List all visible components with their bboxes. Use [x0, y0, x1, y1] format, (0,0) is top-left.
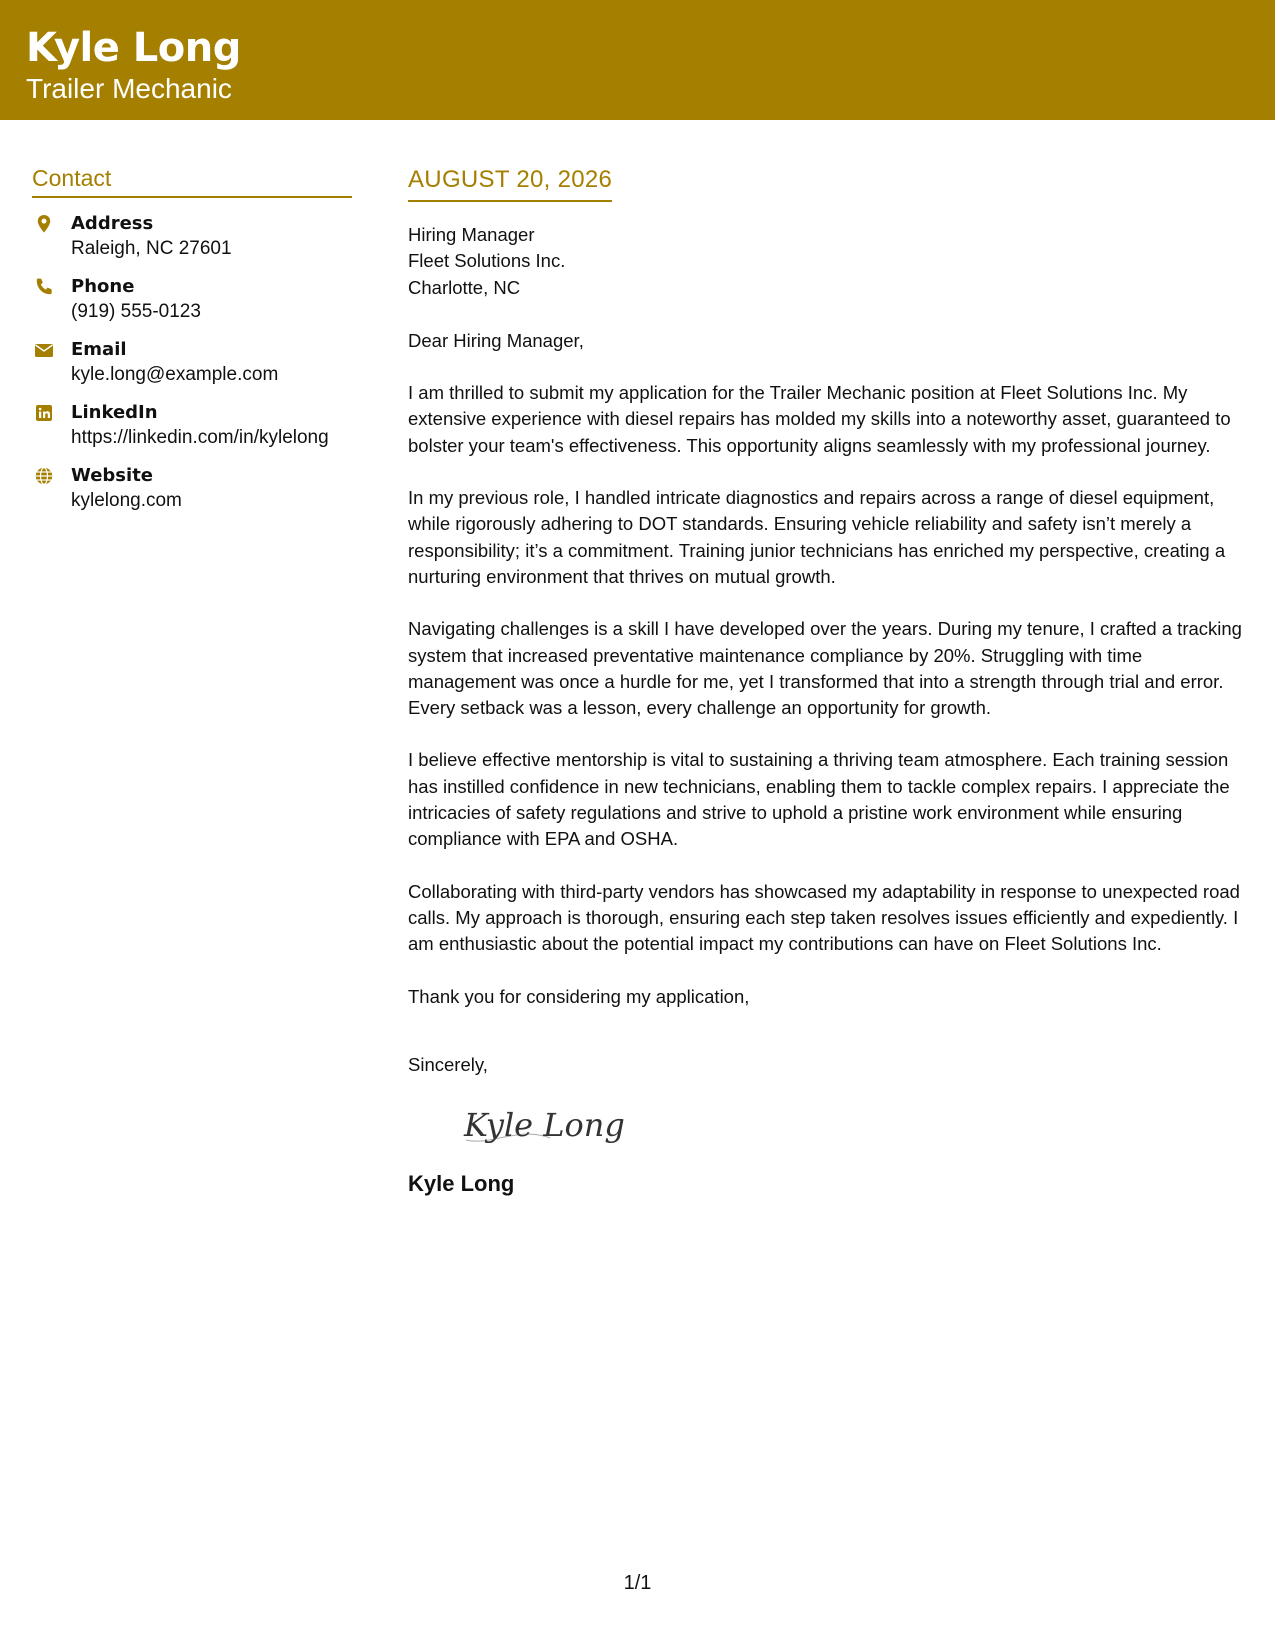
letter-date: AUGUST 20, 2026 — [408, 165, 612, 202]
map-pin-icon — [34, 214, 54, 234]
address-value: Raleigh, NC 27601 — [71, 238, 232, 259]
header-banner — [0, 0, 1275, 120]
recipient-line: Charlotte, NC — [408, 276, 521, 298]
contact-label: LinkedIn — [71, 402, 158, 423]
body-paragraph: Collaborating with third-party vendors has showcased my adaptability in response to unexpected road calls. My approach is thorough, ensuring each step taken resolves issues efficiently and expediently. I am enthusiastic about the potential impact my contributions can have on Fleet Solutions Inc. — [408, 880, 1240, 955]
phone-value: (919) 555-0123 — [71, 301, 201, 322]
signature-text: Kyle Long — [464, 1106, 625, 1145]
contact-label: Website — [71, 465, 154, 486]
body-paragraph: I believe effective mentorship is vital to sustaining a thriving team atmosphere. Each training session has instilled confidence in new technicians, enabling them to tackle complex repairs. I appreciate the intricacies of safety regulations and strive to uphold a pristine work environment while ensuring compliance with EPA and OSHA. — [408, 749, 1230, 850]
candidate-name: Kyle Long — [26, 25, 241, 71]
contact-sidebar — [32, 164, 352, 527]
contact-item-website — [32, 464, 352, 527]
contact-label: Address — [71, 213, 154, 234]
contact-label: Phone — [71, 276, 135, 297]
body-paragraph: Navigating challenges is a skill I have developed over the years. During my tenure, I crafted a tracking system that increased preventative maintenance compliance by 20%. Struggling with time management was once a hurdle for me, yet I transformed that into a strength through trial and error. Every setback was a lesson, every challenge an opportunity for growth. — [408, 618, 1242, 719]
phone-icon — [34, 277, 54, 297]
signoff: Sincerely, — [408, 1053, 488, 1075]
job-title: Trailer Mechanic — [26, 73, 232, 104]
contact-item-linkedin — [32, 401, 352, 464]
recipient-line: Hiring Manager — [408, 224, 535, 245]
body-paragraph: In my previous role, I handled intricate diagnostics and repairs across a range of diesel equipment, while rigorously adhering to DOT standards. Ensuring vehicle reliability and safety isn’t merely a responsibility; it’s a commitment. Training junior technicians has enriched my perspective, creating a nurturing environment that thrives on mutual growth. — [408, 487, 1226, 587]
closing-line: Thank you for considering my application, — [408, 985, 750, 1007]
globe-icon — [34, 466, 54, 486]
contact-item-phone — [32, 275, 352, 338]
contact-item-address — [32, 212, 352, 275]
contact-section-title: Contact — [32, 164, 352, 198]
salutation: Dear Hiring Manager, — [408, 329, 584, 351]
recipient-line: Fleet Solutions Inc. — [408, 250, 566, 272]
website-value[interactable]: kylelong.com — [71, 490, 182, 511]
letter-body — [408, 165, 1253, 1198]
signer-name: Kyle Long — [408, 1171, 515, 1197]
contact-list — [32, 212, 352, 527]
linkedin-icon — [34, 403, 54, 423]
body-paragraph: I am thrilled to submit my application for the Trailer Mechanic position at Fleet Solutions Inc. My extensive experience with diesel repairs has molded my skills into a noteworthy asset, guaranteed to bolster your team's effectiveness. This opportunity aligns seamlessly with my professional journey. — [408, 382, 1231, 456]
envelope-icon — [34, 340, 54, 360]
contact-item-email — [32, 338, 352, 401]
recipient-block — [408, 222, 1253, 301]
handwritten-signature — [460, 1096, 640, 1152]
email-value[interactable]: kyle.long@example.com — [71, 364, 279, 385]
page-number: 1/1 — [623, 1572, 652, 1594]
contact-label: Email — [71, 339, 127, 360]
linkedin-value[interactable]: https://linkedin.com/in/kylelong — [71, 427, 329, 448]
